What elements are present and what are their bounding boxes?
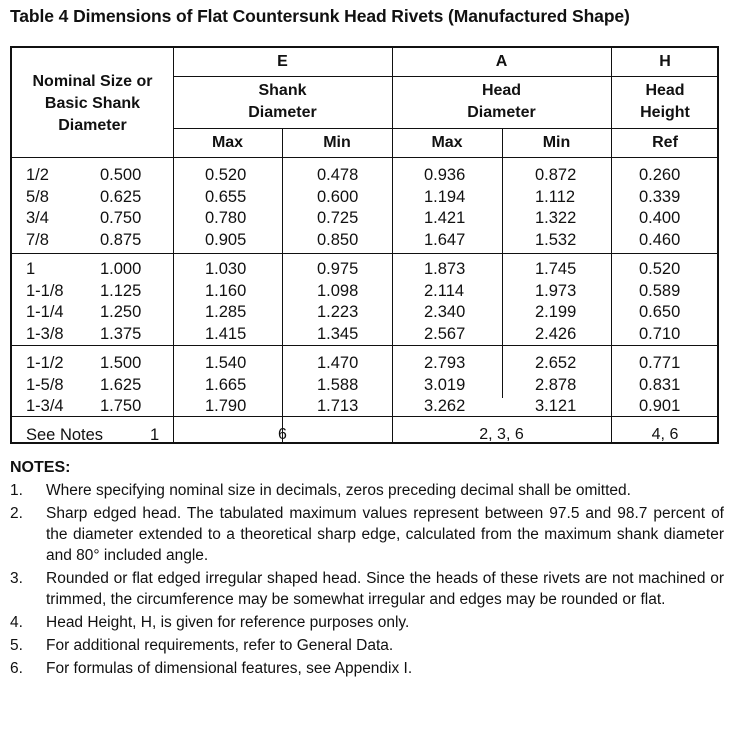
table-cell-a-max: 0.936: [424, 166, 466, 184]
table-cell-e-min: 0.478: [317, 166, 359, 184]
grid-line: [12, 157, 717, 158]
table-cell-h: 0.339: [639, 187, 681, 206]
notes-list: [10, 480, 724, 679]
table-cell-e-max: 0.780: [205, 209, 247, 228]
note-text: Sharp edged head. The tabulated maximum values represent between 97.5 and 98.7 percent of the diameter extended to a theoretical sharp edge, calculated from the maximum shank diameter and 80° included angle.: [46, 504, 724, 565]
table-cell-a-max: 3.019: [424, 375, 466, 394]
note-number: 3.: [10, 569, 23, 587]
table-cell-a-min: 2.426: [535, 325, 577, 344]
table-cell-dec: 1.250: [100, 303, 142, 322]
table-cell-frac: 1-3/4: [26, 397, 64, 416]
header-line: Height: [640, 104, 690, 121]
table-cell-e-min: 0.850: [317, 231, 359, 250]
table-cell-a-min: 1.112: [535, 187, 576, 206]
table-cell-h: 0.400: [639, 209, 681, 228]
table-cell-a-min: 2.199: [535, 303, 577, 322]
grid-line: [173, 76, 717, 77]
note-item: [10, 480, 724, 501]
table-cell-frac: 1-3/8: [26, 325, 64, 344]
a-letter: A: [495, 53, 508, 70]
table-cell-a-max: 1.873: [424, 260, 466, 278]
note-item: [10, 635, 724, 656]
header-line: Diameter: [467, 104, 536, 121]
table-cell-dec: 0.625: [100, 187, 142, 206]
table-cell-h: 0.710: [639, 325, 681, 344]
e-letter: E: [277, 53, 288, 70]
table-cell-e-min: 1.713: [317, 397, 359, 416]
nominal-header: [12, 71, 173, 137]
table-cell-frac: 1-1/4: [26, 303, 64, 322]
table-cell-a-max: 1.647: [424, 231, 466, 250]
table-cell-e-min: 0.975: [317, 260, 359, 278]
table-cell-dec: 1.500: [100, 354, 142, 372]
grid-line: [12, 345, 717, 346]
h-letter: H: [659, 53, 671, 70]
table-cell-h: 0.520: [639, 260, 681, 278]
table-cell-e-min: 1.098: [317, 281, 359, 300]
note-item: [10, 658, 724, 679]
note-number: 4.: [10, 614, 23, 632]
notes-heading: NOTES:: [10, 459, 71, 476]
table-title: Table 4 Dimensions of Flat Countersunk Head Rivets (Manufactured Shape): [10, 6, 630, 26]
table-cell-a-max: 2.340: [424, 303, 466, 322]
header-line: Diameter: [248, 104, 317, 121]
note-text: Rounded or flat edged irregular shaped head. Since the heads of these rivets are not machined or trimmed, the circumference may be somewhat irregular and edges may be rounded or flat.: [46, 569, 724, 609]
see-notes-a: 2, 3, 6: [479, 426, 524, 443]
note-text: For additional requirements, refer to General Data.: [46, 636, 394, 654]
note-text: For formulas of dimensional features, see Appendix I.: [46, 659, 413, 677]
table-cell-a-max: 2.567: [424, 325, 466, 344]
table-cell-a-min: 2.878: [535, 375, 577, 394]
table-cell-a-min: 1.322: [535, 209, 577, 228]
nominal-header-line: Diameter: [58, 117, 127, 134]
note-item: [10, 503, 724, 567]
head-diameter-header: [392, 80, 611, 124]
table-cell-a-max: 2.114: [424, 281, 465, 300]
table-cell-a-min: 0.872: [535, 166, 577, 184]
note-text: Where specifying nominal size in decimals, zeros preceding decimal shall be omitted.: [46, 481, 631, 499]
table-cell-frac: 7/8: [26, 231, 49, 250]
table-cell-frac: 1: [26, 260, 36, 278]
table-cell-e-min: 0.600: [317, 187, 359, 206]
see-notes-nominal: 1: [150, 426, 160, 444]
grid-line: [173, 128, 717, 129]
e-min-header: Min: [323, 134, 351, 151]
see-notes-e: 6: [278, 426, 287, 443]
table-cell-h: 0.831: [639, 375, 681, 394]
shank-diameter-header: [173, 80, 392, 124]
table-cell-frac: 1-1/2: [26, 354, 64, 372]
see-notes-label: See Notes: [26, 426, 104, 444]
table-cell-h: 0.260: [639, 166, 681, 184]
note-item: [10, 612, 724, 633]
table-cell-frac: 5/8: [26, 187, 49, 206]
notes-section: [10, 457, 724, 679]
table-cell-e-max: 0.520: [205, 166, 247, 184]
table-cell-dec: 0.500: [100, 166, 142, 184]
table-cell-h: 0.589: [639, 281, 681, 300]
note-text: Head Height, H, is given for reference purposes only.: [46, 614, 410, 632]
table-cell-a-max: 3.262: [424, 397, 466, 416]
table-cell-dec: 1.125: [100, 281, 142, 300]
table-cell-e-max: 1.540: [205, 354, 247, 372]
header-line: Head: [481, 82, 522, 99]
table-cell-h: 0.771: [639, 354, 681, 372]
table-cell-e-min: 0.725: [317, 209, 359, 228]
table-cell-dec: 0.875: [100, 231, 142, 250]
header-line: Head: [645, 82, 685, 99]
table-cell-e-max: 1.790: [205, 397, 247, 416]
table-cell-e-max: 1.665: [205, 375, 247, 394]
note-number: 1.: [10, 481, 23, 499]
a-min-header: Min: [542, 134, 571, 151]
note-item: [10, 568, 724, 611]
table-cell-a-min: 1.532: [535, 231, 577, 250]
table-cell-h: 0.650: [639, 303, 681, 322]
grid-line: [282, 128, 283, 442]
table-cell-dec: 1.750: [100, 397, 142, 416]
h-ref-header: Ref: [652, 134, 678, 151]
table-cell-dec: 1.375: [100, 325, 142, 344]
table-cell-h: 0.901: [639, 397, 681, 416]
table-cell-a-min: 1.973: [535, 281, 577, 300]
table-cell-e-max: 1.160: [205, 281, 247, 300]
table-cell-e-max: 1.030: [205, 260, 247, 278]
e-max-header: Max: [211, 134, 244, 151]
table-cell-frac: 3/4: [26, 209, 49, 228]
table-cell-a-min: 2.652: [535, 354, 577, 372]
table-cell-e-min: 1.223: [317, 303, 359, 322]
note-number: 2.: [10, 504, 23, 522]
table-cell-e-min: 1.588: [317, 375, 359, 394]
table-cell-dec: 0.750: [100, 209, 142, 228]
table-cell-e-min: 1.470: [317, 354, 359, 372]
table-cell-e-max: 1.285: [205, 303, 247, 322]
a-max-header: Max: [431, 134, 463, 151]
table-cell-dec: 1.000: [100, 260, 142, 278]
table-cell-e-max: 0.655: [205, 187, 247, 206]
note-number: 5.: [10, 636, 23, 654]
table-cell-frac: 1-5/8: [26, 375, 64, 394]
grid-line: [12, 253, 717, 254]
grid-line: [502, 128, 503, 398]
see-notes-h: 4, 6: [651, 426, 679, 443]
nominal-header-line: Nominal Size or: [32, 73, 153, 90]
table-cell-a-max: 2.793: [424, 354, 466, 372]
nominal-header-line: Basic Shank: [44, 95, 141, 112]
table-cell-dec: 1.625: [100, 375, 142, 394]
table-cell-e-max: 1.415: [205, 325, 247, 344]
table-cell-a-min: 3.121: [535, 397, 577, 416]
table-cell-e-min: 1.345: [317, 325, 359, 344]
table-cell-e-max: 0.905: [205, 231, 247, 250]
header-line: Shank: [258, 82, 307, 99]
table-cell-a-max: 1.194: [424, 187, 466, 206]
table-cell-frac: 1-1/8: [26, 281, 64, 300]
head-height-header: [611, 80, 719, 124]
rivet-dimensions-table: [10, 46, 719, 444]
note-number: 6.: [10, 659, 23, 677]
table-cell-a-min: 1.745: [535, 260, 577, 278]
table-cell-a-max: 1.421: [424, 209, 466, 228]
table-cell-h: 0.460: [639, 231, 681, 250]
table-cell-frac: 1/2: [26, 166, 49, 184]
